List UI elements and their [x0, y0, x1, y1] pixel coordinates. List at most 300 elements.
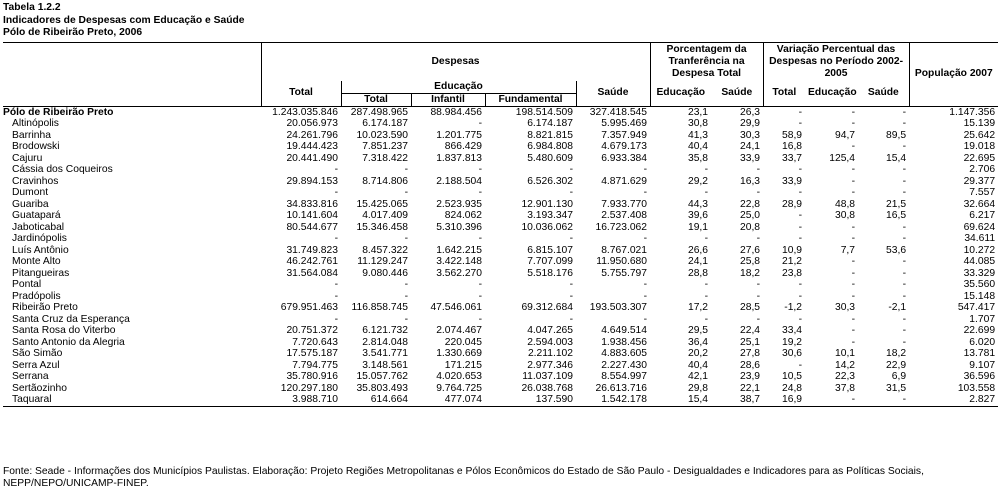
- row-value: 28,5: [739, 302, 761, 313]
- row-label: Guariba: [12, 198, 49, 210]
- row-value: -: [798, 187, 803, 198]
- row-label: Altinópolis: [12, 118, 59, 129]
- row-value: -: [704, 290, 709, 302]
- row-value: 193.503.307: [589, 302, 648, 313]
- row-value: -: [851, 256, 856, 267]
- row-value: 22,4: [739, 325, 761, 336]
- row-value: 40,4: [687, 359, 709, 371]
- row-value: 34.833.816: [286, 198, 338, 210]
- row-value: 6.217: [969, 210, 996, 221]
- row-value: 26,6: [687, 244, 709, 256]
- row-value: 34.611: [964, 233, 996, 244]
- table-row: [3, 118, 998, 130]
- row-value: 14,2: [834, 359, 856, 371]
- row-value: 33,7: [781, 152, 803, 164]
- row-value: -: [643, 290, 648, 302]
- table-row: [3, 233, 998, 245]
- row-value: 20.056.973: [286, 118, 338, 129]
- row-value: 6.020: [969, 336, 996, 348]
- row-value: 4.679.173: [601, 141, 648, 152]
- row-value: 33,4: [781, 325, 803, 336]
- row-value: -: [902, 141, 907, 152]
- row-value: -: [902, 233, 907, 244]
- row-label: Santa Rosa do Viterbo: [12, 325, 116, 336]
- row-value: 7.851.237: [362, 141, 408, 152]
- row-value: 22,8: [739, 198, 761, 210]
- header-var-total: Total: [763, 81, 805, 107]
- row-value: 42,1: [687, 371, 709, 382]
- table-row: [3, 291, 998, 303]
- row-value: 1.243.035.846: [272, 106, 338, 118]
- row-value: -: [851, 279, 856, 290]
- row-value: 16,5: [886, 210, 907, 221]
- row-value: 1.938.456: [601, 336, 648, 348]
- row-value: 36.596: [963, 371, 996, 382]
- header-edu-fundamental: Fundamental: [485, 93, 576, 106]
- row-value: 824.062: [444, 210, 482, 221]
- row-value: 7.933.770: [601, 198, 648, 210]
- row-value: 15.057.762: [356, 371, 408, 382]
- table-row: [3, 337, 998, 349]
- table-row: [3, 302, 998, 314]
- row-value: 116.858.745: [351, 302, 408, 313]
- row-label: Jardinópolis: [12, 233, 67, 244]
- header-var-saude: Saúde: [858, 81, 909, 107]
- row-value: 2.227.430: [601, 359, 648, 371]
- row-value: 8.714.806: [362, 175, 408, 187]
- row-value: 7.357.949: [601, 129, 648, 141]
- row-value: 2.537.408: [601, 210, 648, 221]
- header-edu-infantil: Infantil: [411, 93, 485, 106]
- row-value: 8.767.021: [601, 244, 648, 256]
- row-value: 1.642.215: [436, 244, 482, 256]
- row-value: 41,3: [687, 129, 709, 141]
- row-value: 33.329: [963, 267, 996, 279]
- table-row: [3, 164, 998, 176]
- row-value: 10,9: [781, 244, 803, 256]
- row-value: 31.749.823: [286, 244, 338, 256]
- row-value: 26.038.768: [521, 382, 573, 394]
- row-label: Santa Cruz da Esperança: [12, 313, 130, 325]
- row-value: -: [902, 313, 907, 325]
- row-label: Taquaral: [3, 394, 261, 406]
- row-value: 4.020.653: [436, 371, 482, 382]
- row-value: 25,1: [739, 336, 761, 348]
- row-value: 3.193.347: [527, 210, 573, 221]
- row-value: -: [902, 175, 907, 187]
- row-value: 3.541.771: [362, 348, 408, 359]
- row-value: -: [902, 267, 907, 279]
- row-value: 13.781: [963, 348, 996, 359]
- row-value: 614.664: [341, 394, 411, 406]
- row-value: -: [902, 290, 907, 302]
- row-value: 3.988.710: [261, 394, 341, 406]
- row-value: 25,0: [739, 210, 761, 221]
- row-value: -: [902, 106, 907, 118]
- row-value: 29.894.153: [286, 175, 338, 187]
- row-value: 20,2: [687, 348, 709, 359]
- row-value: -: [478, 118, 482, 129]
- row-value: 2.706: [969, 164, 996, 175]
- row-value: 11.037.109: [522, 371, 573, 382]
- table-row: [3, 383, 998, 395]
- row-value: 4.883.605: [601, 348, 648, 359]
- table-row: [3, 222, 998, 234]
- row-value: -: [756, 187, 761, 198]
- row-value: 23,8: [781, 267, 803, 279]
- row-value: 11.950.680: [596, 256, 648, 267]
- row-value: -: [851, 141, 856, 152]
- row-value: 35.780.916: [286, 371, 338, 382]
- row-value: 12.901.130: [521, 198, 573, 210]
- row-value: 18,2: [886, 348, 907, 359]
- row-value: 26,3: [739, 106, 761, 118]
- row-value: 220.045: [444, 336, 482, 348]
- table-row: [3, 130, 998, 142]
- row-value: 21,2: [781, 256, 803, 267]
- row-value: 6,9: [891, 371, 907, 382]
- row-value: 2.523.935: [436, 198, 482, 210]
- row-value: -: [478, 290, 482, 302]
- header-variacao: Variação Percentual das Despesas no Período 2002-2005: [763, 43, 909, 81]
- row-value: 22.699: [963, 325, 996, 336]
- row-value: 23,9: [739, 371, 761, 382]
- row-value: 3.562.270: [436, 267, 482, 279]
- row-value: 15,4: [886, 152, 907, 164]
- table-row: [3, 371, 998, 383]
- row-value: -: [902, 325, 907, 336]
- row-value: 4.017.409: [362, 210, 408, 221]
- row-label: Serrana: [12, 371, 49, 382]
- row-value: 47.546.061: [430, 302, 482, 313]
- row-value: 10.141.604: [286, 210, 338, 221]
- row-value: 22,3: [834, 371, 856, 382]
- row-value: 7,7: [840, 244, 856, 256]
- row-value: -2,1: [888, 302, 907, 313]
- header-var-educacao: Educação: [805, 81, 858, 107]
- row-value: 7.557: [969, 187, 996, 198]
- row-value: 2.827: [909, 394, 998, 406]
- row-value: 7.707.099: [527, 256, 573, 267]
- row-value: 1.201.775: [436, 129, 482, 141]
- row-value: 35,8: [687, 152, 709, 164]
- table-row: [3, 348, 998, 360]
- row-value: -: [798, 164, 803, 175]
- row-value: 15,4: [650, 394, 711, 406]
- row-value: 23,1: [687, 106, 709, 118]
- row-value: 58,9: [781, 129, 803, 141]
- row-value: 7.318.422: [362, 152, 408, 164]
- row-value: 53,6: [886, 244, 907, 256]
- row-value: 20.441.490: [286, 152, 338, 164]
- row-value: -: [404, 290, 408, 302]
- row-value: 5.310.396: [436, 221, 482, 233]
- row-value: 125,4: [829, 152, 856, 164]
- row-value: 40,4: [687, 141, 709, 152]
- row-value: -: [704, 187, 709, 198]
- row-value: 15.148: [963, 290, 996, 302]
- row-value: 10.036.062: [521, 221, 573, 233]
- header-pct-educacao: Educação: [650, 81, 711, 107]
- row-value: -: [643, 233, 648, 244]
- row-value: -: [902, 118, 907, 129]
- row-value: -: [569, 290, 573, 302]
- row-value: 33,9: [781, 175, 803, 187]
- row-value: -: [478, 164, 482, 175]
- row-value: 15.346.458: [356, 221, 408, 233]
- row-value: 69.624: [963, 221, 996, 233]
- row-value: 29,9: [739, 118, 761, 129]
- row-value: 2.814.048: [362, 336, 408, 348]
- row-value: 31,5: [886, 382, 907, 394]
- row-value: -: [798, 279, 803, 290]
- source-footer: [3, 466, 998, 490]
- row-value: 28,9: [781, 198, 803, 210]
- row-value: 5.480.609: [527, 152, 573, 164]
- row-value: -: [334, 313, 338, 325]
- row-value: 4.871.629: [601, 175, 648, 187]
- row-value: -: [798, 210, 803, 221]
- row-value: 8.821.815: [527, 129, 573, 141]
- row-value: 5.755.797: [601, 267, 648, 279]
- row-value: 327.418.545: [589, 106, 648, 118]
- row-value: -: [569, 279, 573, 290]
- row-label: Luís Antônio: [12, 244, 69, 256]
- table-row: [3, 245, 998, 257]
- row-value: 27,6: [739, 244, 761, 256]
- row-value: 1.147.356: [949, 106, 996, 118]
- row-value: -: [404, 233, 408, 244]
- row-value: 120.297.180: [280, 382, 338, 394]
- row-value: 15.425.065: [356, 198, 408, 210]
- row-value: 10,1: [834, 348, 856, 359]
- row-value: 6.174.187: [362, 118, 408, 129]
- row-value: 30,3: [739, 129, 761, 141]
- row-value: -: [404, 164, 408, 175]
- table-row: [3, 394, 998, 406]
- expenses-table: [3, 42, 998, 407]
- row-value: 10,5: [781, 371, 803, 382]
- row-value: 477.074: [411, 394, 485, 406]
- row-value: 103.558: [957, 382, 996, 394]
- row-value: -: [851, 187, 856, 198]
- row-value: 20,8: [739, 221, 761, 233]
- row-value: -: [404, 187, 408, 198]
- row-value: -: [478, 313, 482, 325]
- row-label: Dumont: [12, 187, 49, 198]
- row-value: 69.312.684: [521, 302, 573, 313]
- row-value: 2.211.102: [527, 348, 573, 359]
- row-value: 10.272: [963, 244, 996, 256]
- row-label: Ribeirão Preto: [12, 302, 78, 313]
- table-row: [3, 256, 998, 268]
- row-value: -: [798, 233, 803, 244]
- row-value: -: [756, 279, 761, 290]
- row-value: 19.018: [963, 141, 996, 152]
- row-label: Brodowski: [12, 141, 60, 152]
- row-value: 5.995.469: [601, 118, 648, 129]
- row-value: 3.148.561: [362, 359, 408, 371]
- table-row: [3, 187, 998, 199]
- row-value: 94,7: [834, 129, 856, 141]
- row-value: 16,8: [781, 141, 803, 152]
- row-value: -: [902, 279, 907, 290]
- row-value: -: [798, 290, 803, 302]
- row-value: 6.121.732: [362, 325, 408, 336]
- row-value: 36,4: [687, 336, 709, 348]
- row-label: Pitangueiras: [12, 267, 70, 279]
- row-value: -: [704, 313, 709, 325]
- row-value: -: [902, 336, 907, 348]
- row-value: 17.575.187: [286, 348, 338, 359]
- header-porcentagem: Porcentagem da Tranferência na Despesa Total: [650, 43, 763, 81]
- row-label: Pontal: [12, 279, 42, 290]
- row-value: 38,7: [711, 394, 763, 406]
- row-value: 29,8: [687, 382, 709, 394]
- row-label: Barrinha: [12, 129, 51, 141]
- row-value: -: [851, 290, 856, 302]
- row-value: 24,1: [739, 141, 761, 152]
- row-value: 171.215: [444, 359, 482, 371]
- row-value: 7.794.775: [292, 359, 338, 371]
- row-value: -: [478, 187, 482, 198]
- row-label: Pradópolis: [12, 290, 61, 302]
- row-value: -: [858, 394, 909, 406]
- row-value: -: [569, 164, 573, 175]
- row-value: -: [643, 313, 648, 325]
- row-value: 5.518.176: [527, 267, 573, 279]
- row-value: 547.417: [957, 302, 996, 313]
- row-value: 679.951.463: [280, 302, 338, 313]
- row-value: 198.514.509: [515, 106, 573, 118]
- row-value: 137.590: [485, 394, 576, 406]
- header-saude: Saúde: [576, 81, 650, 107]
- header-educacao-group: Educação: [341, 81, 576, 94]
- row-value: 44.085: [963, 256, 996, 267]
- row-value: -: [404, 313, 408, 325]
- row-value: -: [851, 106, 856, 118]
- row-value: -: [756, 233, 761, 244]
- row-value: -: [334, 164, 338, 175]
- row-value: -: [851, 175, 856, 187]
- table-title: Indicadores de Despesas com Educação e Saúde: [3, 14, 245, 26]
- row-value: 48,8: [834, 198, 856, 210]
- row-value: 88.984.456: [430, 106, 482, 118]
- table-number: Tabela 1.2.2: [3, 2, 61, 13]
- row-value: 9.107: [969, 359, 996, 371]
- row-value: 1.707: [969, 313, 996, 325]
- row-value: 15.139: [963, 118, 996, 129]
- row-value: -: [569, 187, 573, 198]
- row-value: 89,5: [886, 129, 907, 141]
- row-value: 2.074.467: [436, 325, 482, 336]
- row-value: 30,8: [687, 118, 709, 129]
- row-label: Cássia dos Coqueiros: [12, 164, 113, 175]
- row-value: 6.815.107: [527, 244, 573, 256]
- row-value: 37,8: [834, 382, 856, 394]
- table-row: [3, 141, 998, 153]
- row-value: 6.984.808: [527, 141, 573, 152]
- row-value: 26.613.716: [595, 382, 648, 394]
- row-value: -: [643, 279, 648, 290]
- row-value: -: [404, 279, 408, 290]
- row-value: -: [569, 233, 573, 244]
- row-label: Sertãozinho: [12, 382, 67, 394]
- table-row: [3, 279, 998, 291]
- row-value: 22,1: [739, 382, 761, 394]
- row-value: 30,6: [781, 348, 803, 359]
- header-edu-total: Total: [341, 93, 411, 106]
- row-value: 24.261.796: [286, 129, 338, 141]
- row-value: 8.457.322: [362, 244, 408, 256]
- row-value: 30,8: [834, 210, 856, 221]
- row-value: 3.422.148: [436, 256, 482, 267]
- row-value: -: [902, 256, 907, 267]
- row-value: -: [851, 267, 856, 279]
- row-label: Guatapará: [12, 210, 61, 221]
- table-row: [3, 176, 998, 188]
- row-value: -: [334, 187, 338, 198]
- row-value: 9.764.725: [436, 382, 482, 394]
- row-value: 32.664: [963, 198, 996, 210]
- table-body: [3, 106, 998, 406]
- row-value: 16.723.062: [595, 221, 648, 233]
- header-populacao: População 2007: [909, 43, 998, 107]
- row-value: -: [851, 336, 856, 348]
- row-value: 28,6: [739, 359, 761, 371]
- row-value: 44,3: [687, 198, 709, 210]
- source-line-2: NEPP/NEPO/UNICAMP-FINEP.: [3, 478, 149, 489]
- row-value: 17,2: [687, 302, 709, 313]
- row-value: 39,6: [687, 210, 709, 221]
- row-value: 9.080.446: [362, 267, 408, 279]
- row-value: -: [756, 313, 761, 325]
- row-value: 2.594.003: [527, 336, 573, 348]
- row-value: -: [478, 233, 482, 244]
- row-value: 21,5: [886, 198, 907, 210]
- row-value: 20.751.372: [286, 325, 338, 336]
- table-subtitle: Pólo de Ribeirão Preto, 2006: [3, 27, 143, 38]
- row-value: 8.554.997: [601, 371, 648, 382]
- row-value: 11.129.247: [357, 256, 408, 267]
- row-label: Cajuru: [12, 152, 43, 164]
- row-value: -: [798, 221, 803, 233]
- row-value: 24,1: [687, 256, 709, 267]
- row-label: Monte Alto: [12, 256, 61, 267]
- row-label: Santo Antonio da Alegria: [12, 336, 125, 348]
- row-value: 19,1: [687, 221, 709, 233]
- header-total: Total: [261, 81, 341, 107]
- row-value: -: [798, 359, 803, 371]
- row-value: -: [756, 164, 761, 175]
- source-line-1: Fonte: Seade - Informações dos Municípios Paulistas. Elaboração: Projeto Regiões Metropolitanas e Pólos Econômicos do Estado de São Paulo - Desigualdades e Indicadores para as Políticas Sociais,: [3, 466, 924, 477]
- row-value: 1.837.813: [436, 152, 482, 164]
- row-value: -: [643, 187, 648, 198]
- row-value: 28,8: [687, 267, 709, 279]
- row-label: Jaboticabal: [12, 221, 65, 233]
- row-value: -: [851, 233, 856, 244]
- row-value: 6.174.187: [527, 118, 573, 129]
- row-value: 287.498.965: [350, 106, 408, 118]
- row-value: 18,2: [739, 267, 761, 279]
- row-value: -: [798, 106, 803, 118]
- header-despesas: Despesas: [261, 43, 650, 81]
- row-value: -: [902, 221, 907, 233]
- row-value: 4.649.514: [601, 325, 648, 336]
- row-value: -: [334, 279, 338, 290]
- row-value: -: [851, 313, 856, 325]
- row-value: 7.720.643: [292, 336, 338, 348]
